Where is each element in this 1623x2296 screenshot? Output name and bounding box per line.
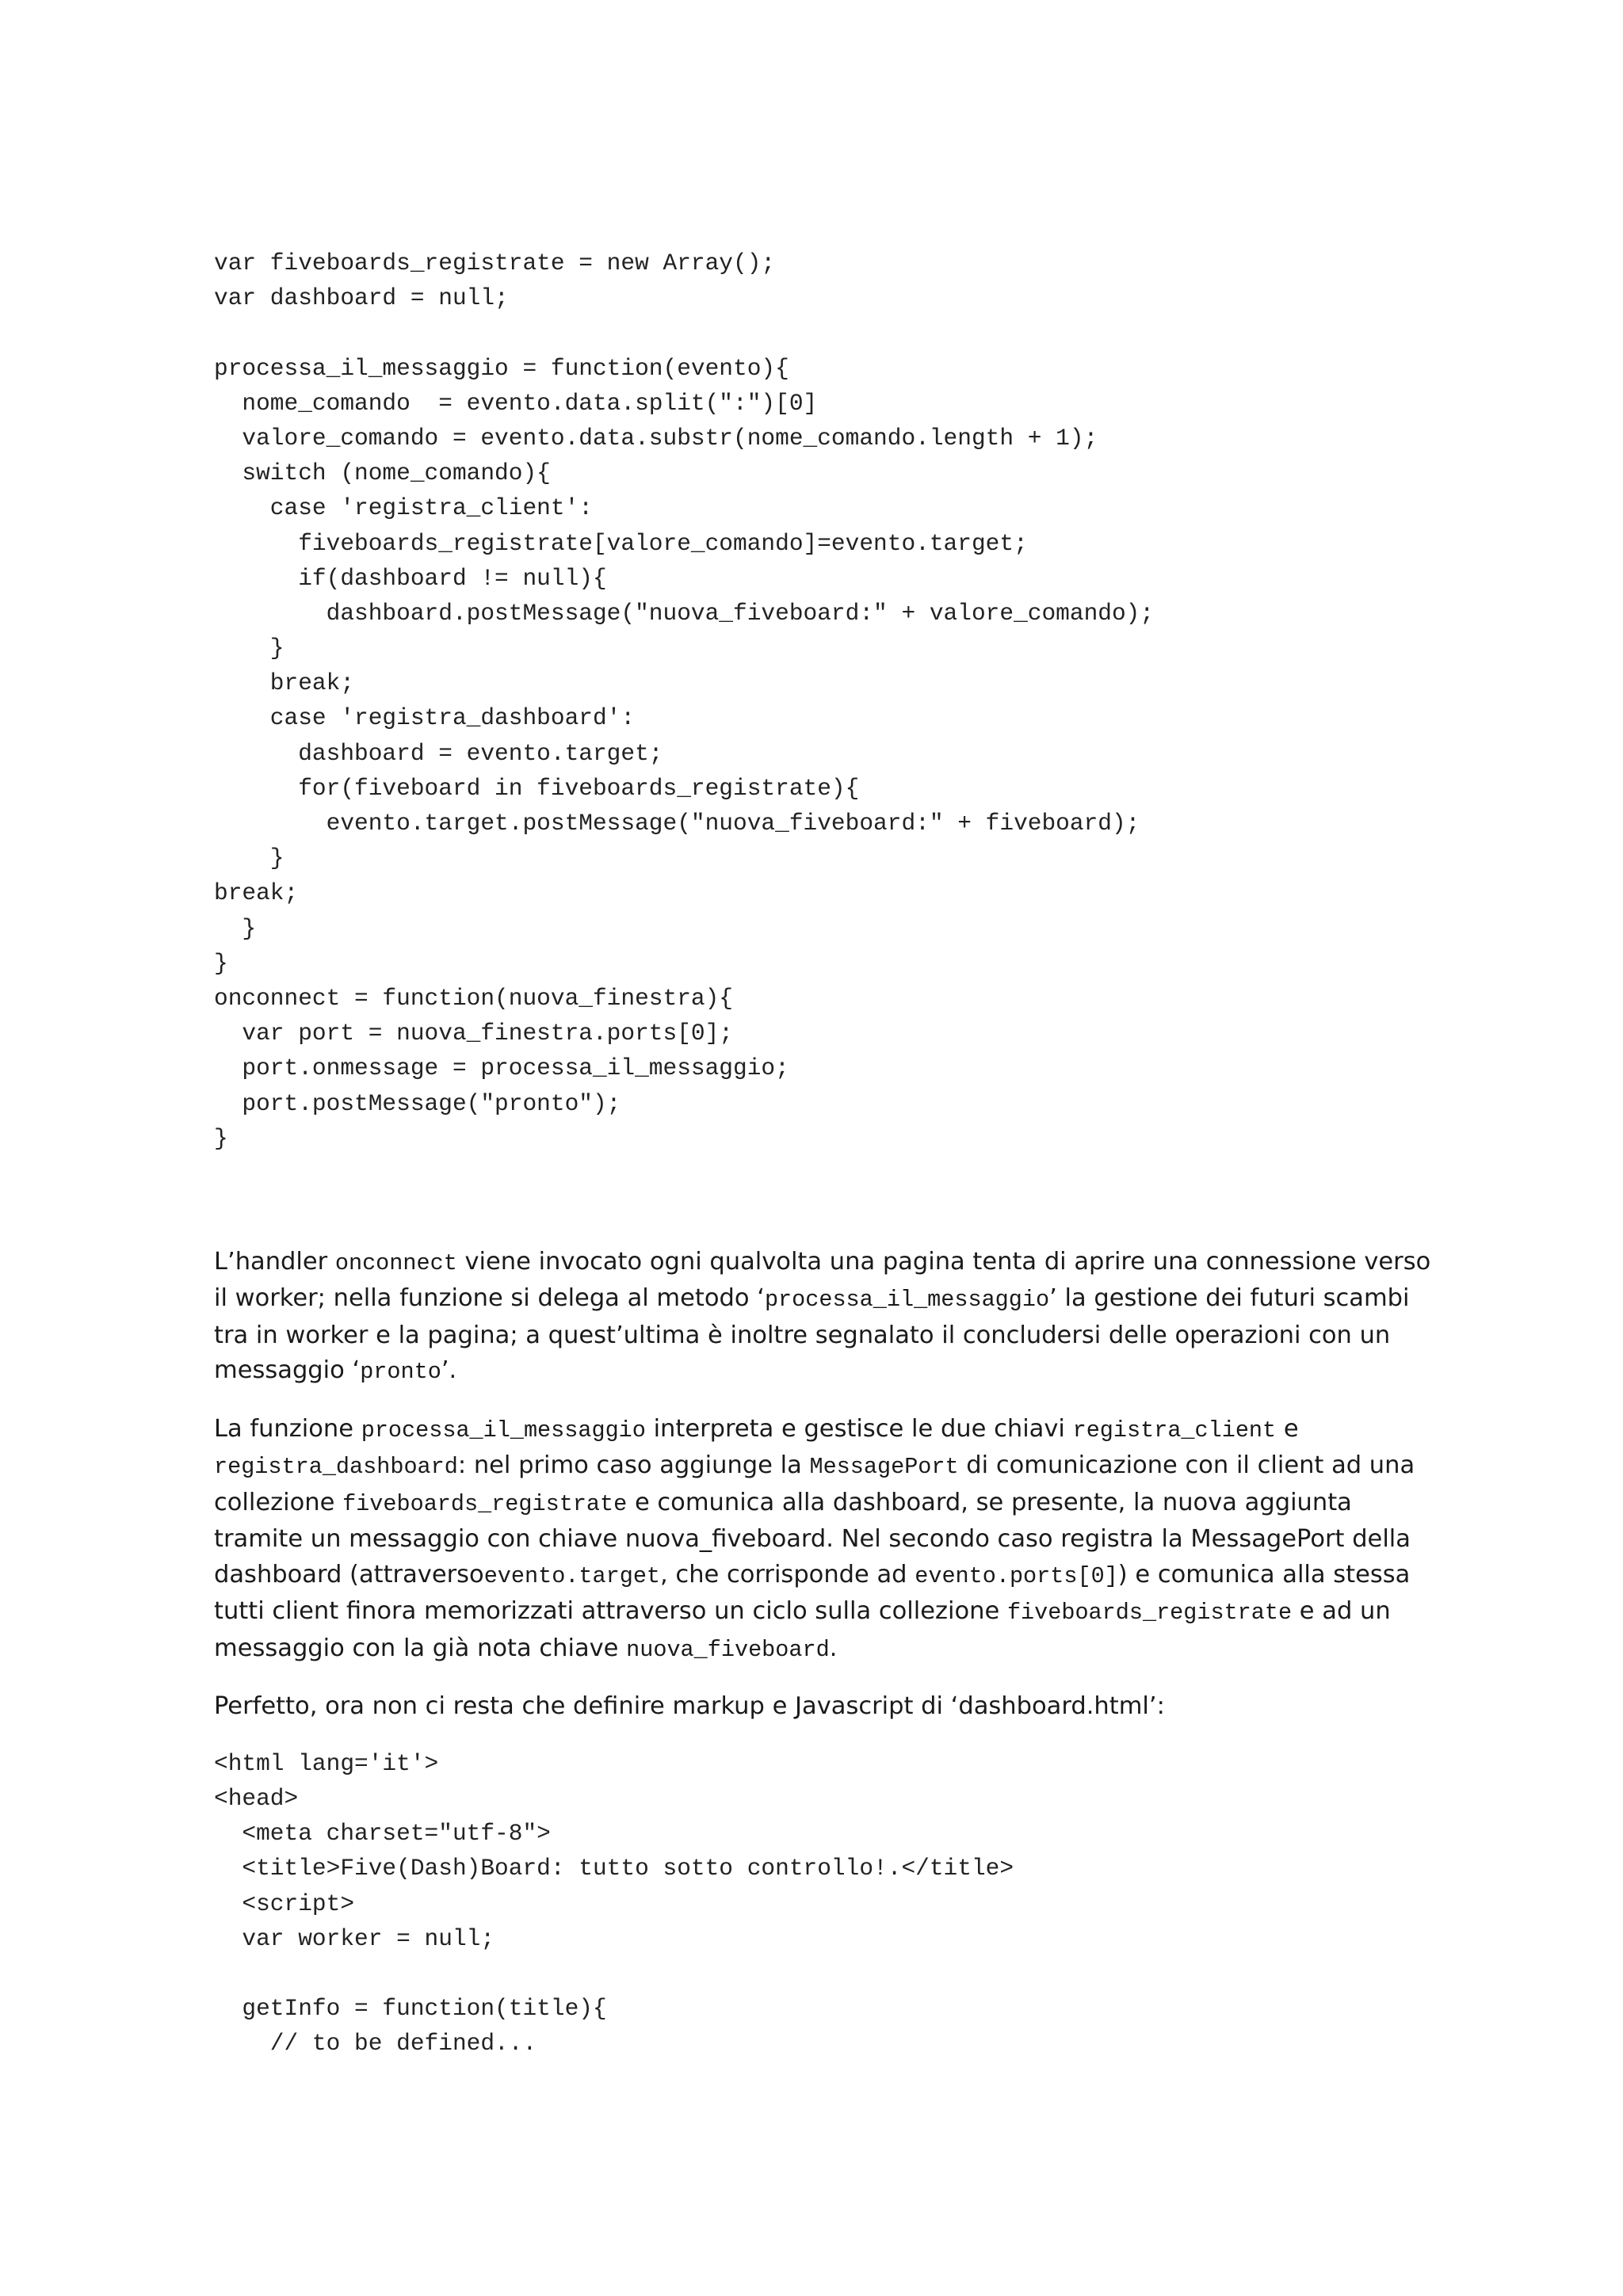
code-line: switch (nome_comando){ [214, 460, 551, 487]
code-line: var worker = null; [214, 1924, 495, 1952]
inline-code: MessagePort [809, 1454, 959, 1481]
code-line: <head> [214, 1785, 299, 1813]
code-line: // to be defined... [214, 2030, 537, 2058]
inline-code: nuova_fiveboard [626, 1636, 830, 1663]
code-line: break; [214, 879, 299, 907]
code-line: <title>Five(Dash)Board: tutto sotto controllo!.</title> [214, 1855, 1014, 1882]
inline-code: evento.target [483, 1562, 661, 1589]
code-line: port.postMessage("pronto"); [214, 1089, 621, 1117]
code-line: processa_il_messaggio = function(evento){ [214, 354, 789, 382]
code-block-worker [214, 246, 1434, 1156]
code-line: onconnect = function(nuova_finestra){ [214, 984, 734, 1012]
inline-code: evento.ports[0] [915, 1562, 1118, 1589]
code-line: } [214, 949, 228, 977]
code-line: for(fiveboard in fiveboards_registrate){ [214, 774, 860, 802]
code-line [214, 1956, 1434, 1991]
code-line: getInfo = function(title){ [214, 1995, 607, 2023]
code-line: var dashboard = null; [214, 284, 509, 312]
code-line: nome_comando = evento.data.split(":")[0] [214, 389, 818, 417]
code-block-dashboard-html [214, 1746, 1434, 2061]
code-line: evento.target.postMessage("nuova_fiveboard:" + fiveboard); [214, 810, 1140, 837]
code-line: case 'registra_dashboard': [214, 704, 636, 732]
code-line: break; [214, 669, 355, 697]
inline-code: pronto [360, 1359, 441, 1386]
code-line: fiveboards_registrate[valore_comando]=evento.target; [214, 529, 1028, 557]
document-page [214, 246, 1434, 2061]
code-line: } [214, 845, 285, 872]
code-line: dashboard = evento.target; [214, 739, 663, 767]
inline-code: fiveboards_registrate [1006, 1600, 1293, 1627]
code-line: <meta charset="utf-8"> [214, 1820, 551, 1848]
code-line: } [214, 635, 285, 662]
code-line: <html lang='it'> [214, 1749, 439, 1777]
code-line: } [214, 1124, 228, 1152]
inline-code: fiveboards_registrate [342, 1490, 628, 1517]
code-line: var fiveboards_registrate = new Array(); [214, 250, 776, 277]
code-line: dashboard.postMessage("nuova_fiveboard:" + valore_comando); [214, 599, 1155, 627]
code-line: } [214, 914, 257, 942]
paragraph-onconnect: L’handler onconnect viene invocato ogni qualvolta una pagina tenta di aprire una connessione verso il worker; nella funzione si delega al metodo ‘processa_il_messaggio’ la gestione dei futuri scambi tra in worker e la pagina; a quest’ultima è inoltre segnalato il concludersi delle operazioni con un messaggio ‘pronto’. [214, 1247, 1431, 1386]
inline-code: processa_il_messaggio [361, 1417, 646, 1444]
inline-code: registra_dashboard [214, 1454, 458, 1481]
code-line: case 'registra_client': [214, 494, 593, 522]
inline-code: registra_client [1072, 1417, 1277, 1444]
code-line: port.onmessage = processa_il_messaggio; [214, 1055, 789, 1082]
code-line: var port = nuova_finestra.ports[0]; [214, 1020, 734, 1047]
inline-code: processa_il_messaggio [764, 1287, 1050, 1314]
code-line: if(dashboard != null){ [214, 564, 607, 592]
paragraph-processa: La funzione processa_il_messaggio interpreta e gestisce le due chiavi registra_client e registra_dashboard: nel primo caso aggiunge la MessagePort di comunicazione con il client ad una collezione fiveboards_registrate e comunica alla dashboard, se presente, la nuova aggiunta tramite un messaggio con chiave nuova_fiveboard. Nel secondo caso registra la MessagePort della dashboard (attraversoevento.target, che corrisponde ad evento.ports[0]) e comunica alla stessa tutti client finora memorizzati attraverso un ciclo sulla collezione fiveboards_registrate e ad un messaggio con la già nota chiave nuova_fiveboard. [214, 1414, 1415, 1663]
code-line: <script> [214, 1890, 355, 1917]
code-line: valore_comando = evento.data.substr(nome_comando.length + 1); [214, 424, 1098, 452]
inline-code: onconnect [334, 1249, 457, 1276]
paragraph-dashboard-intro: Perfetto, ora non ci resta che definire markup e Javascript di ‘dashboard.html’: [214, 1692, 1165, 1721]
code-line [214, 315, 1434, 350]
